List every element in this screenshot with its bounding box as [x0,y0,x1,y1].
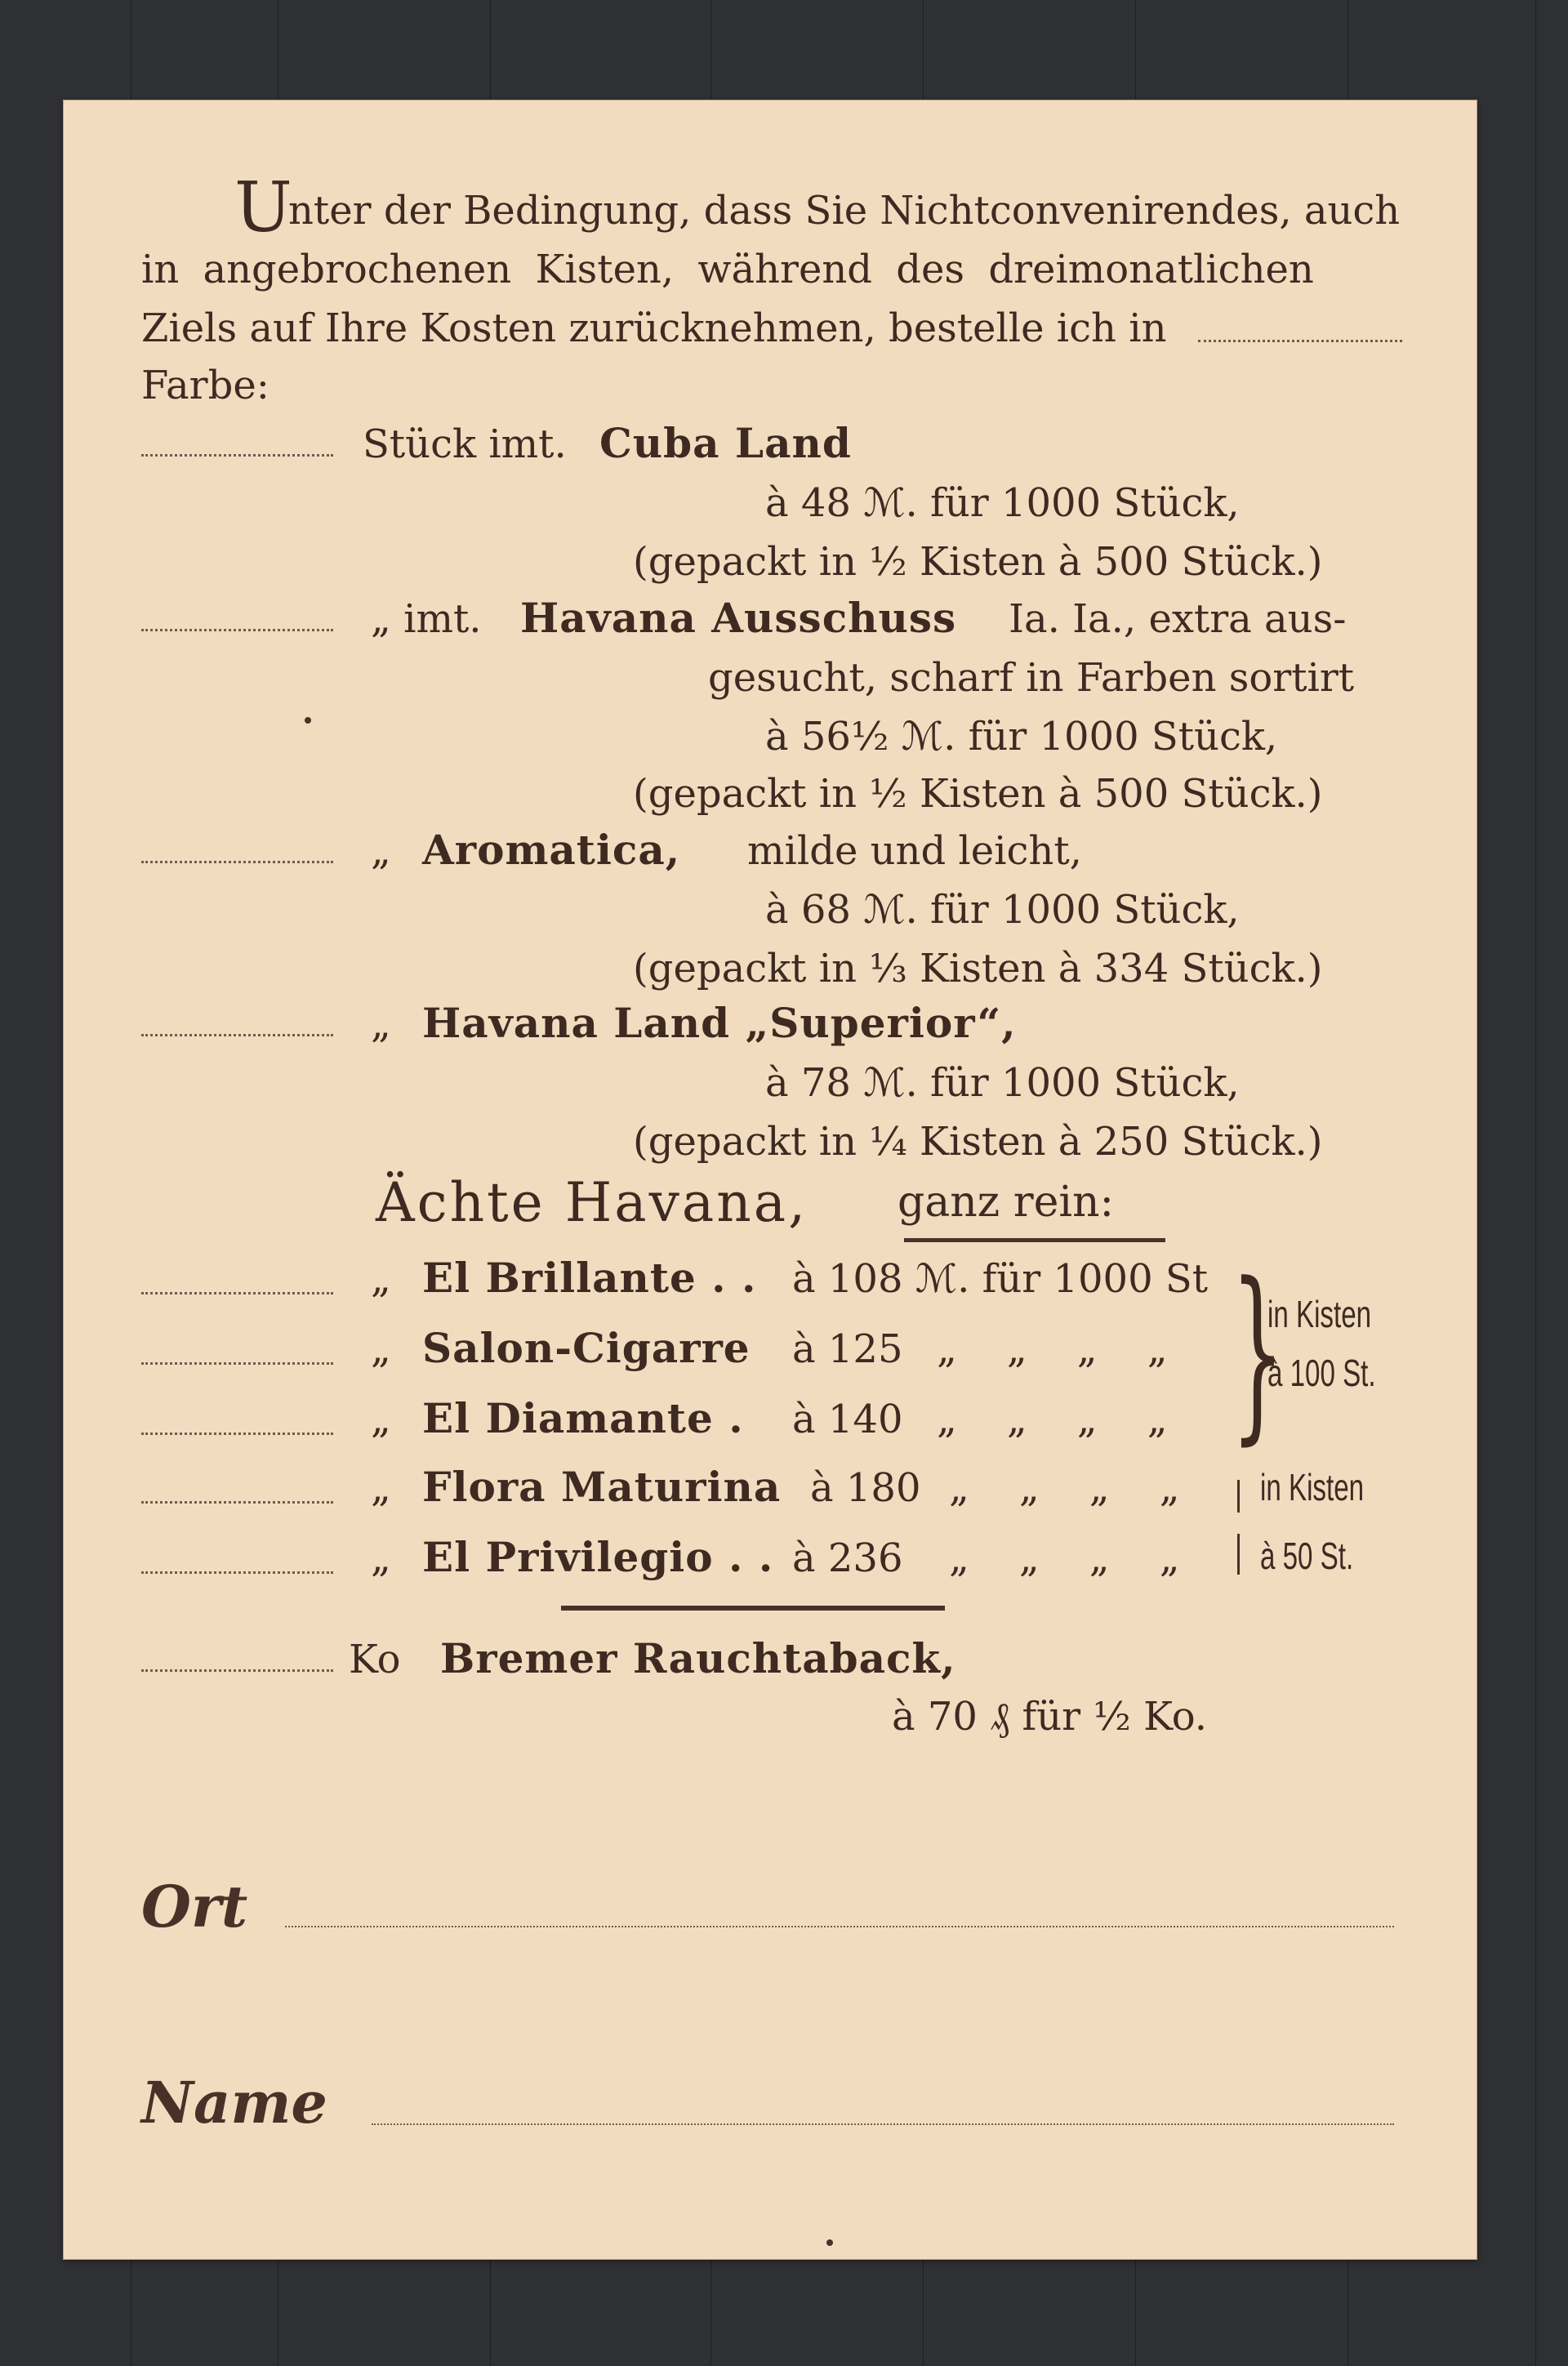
tobacco-unit: Ko [349,1637,401,1682]
group-1-line-2: à 100 St. [1267,1352,1376,1394]
item-2-pack: (gepackt in ½ Kisten à 500 Stück.) [633,771,1323,817]
havana-heading-suffix: ganz rein: [898,1178,1114,1227]
havana-row-5-prefix: „ [371,1535,391,1581]
order-card [63,100,1477,2260]
group-2-line-2: à 50 St. [1260,1535,1354,1577]
item-3-blank [141,861,333,863]
havana-row-4-ditto: „ „ „ „ [949,1465,1180,1511]
item-3-pack: (gepackt in ⅓ Kisten à 334 Stück.) [633,946,1323,991]
group-2-bar-1 [1237,1480,1240,1513]
havana-row-5-blank [141,1571,333,1574]
item-1-price: à 48 ℳ. für 1000 Stück, [765,480,1240,526]
stray-mark [305,717,311,724]
item-3-name: Aromatica, [422,826,681,874]
item-2-blank [141,629,333,631]
havana-row-2-blank [141,1362,333,1365]
havana-row-1-prefix: „ [371,1256,391,1302]
item-1-pack: (gepackt in ½ Kisten à 500 Stück.) [633,539,1323,585]
intro-line-1: nter der Bedingung, dass Sie Nichtconvenirendes, auch [288,188,1401,234]
bottom-mark [826,2239,833,2246]
intro-line-2: in angebrochenen Kisten, während des dreimonatlichen [141,247,1314,292]
havana-row-5-ditto: „ „ „ „ [949,1535,1180,1581]
havana-row-1-name: El Brillante . . [422,1254,757,1302]
name-label: Name [141,2069,327,2137]
name-field[interactable] [372,2123,1394,2125]
tobacco-blank [141,1669,333,1672]
havana-row-2-name: Salon-Cigarre [422,1324,751,1372]
group-1-line-1: in Kisten [1267,1293,1372,1335]
havana-row-4-price: à 180 [810,1465,921,1511]
item-2-name: Havana Ausschuss [520,594,957,642]
intro-line-3: Ziels auf Ihre Kosten zurücknehmen, bestelle ich in [141,305,1167,351]
havana-row-3-price: à 140 [792,1397,903,1442]
havana-row-5-price: à 236 [792,1535,903,1581]
havana-row-4-blank [141,1501,333,1504]
item-4-price: à 78 ℳ. für 1000 Stück, [765,1060,1240,1106]
item-3-desc-1: milde und leicht, [747,828,1082,874]
item-3-prefix: „ [371,828,391,874]
havana-row-2-price: à 125 [792,1326,903,1372]
tobacco-price: à 70 ₰ für ½ Ko. [892,1694,1208,1740]
havana-row-3-blank [141,1433,333,1435]
item-4-name: Havana Land „Superior“, [422,999,1017,1047]
intro-initial: U [234,167,292,247]
item-4-pack: (gepackt in ¼ Kisten à 250 Stück.) [633,1119,1323,1165]
intro-line-4: Farbe: [141,363,270,408]
heading-underline [904,1238,1165,1242]
item-2-price: à 56½ ℳ. für 1000 Stück, [765,714,1278,760]
ort-label: Ort [141,1873,248,1940]
item-3-price: à 68 ℳ. für 1000 Stück, [765,887,1240,933]
item-2-desc-1: Ia. Ia., extra aus- [1009,596,1347,642]
item-1-name: Cuba Land [599,419,852,467]
havana-row-3-prefix: „ [371,1397,391,1442]
section-rule [561,1606,945,1611]
brace-group-1: } [1231,1244,1285,1462]
havana-row-4-prefix: „ [371,1465,391,1511]
group-2-bar-2 [1237,1534,1240,1575]
havana-row-5-name: El Privilegio . . [422,1533,774,1581]
ort-field[interactable] [285,1926,1394,1927]
havana-row-1-blank [141,1292,333,1294]
item-1-prefix: Stück imt. [363,421,567,467]
havana-row-2-prefix: „ [371,1326,391,1372]
item-2-desc-2: gesucht, scharf in Farben sortirt [708,655,1355,701]
item-4-prefix: „ [371,1001,391,1047]
havana-row-2-ditto: „ „ „ „ [937,1326,1168,1372]
item-2-prefix: „ imt. [371,596,482,642]
item-1-blank [141,454,333,457]
havana-row-3-ditto: „ „ „ „ [937,1397,1168,1442]
havana-row-3-name: El Diamante . [422,1394,744,1442]
havana-row-1-price: à 108 ℳ. für 1000 St [792,1256,1209,1302]
item-4-blank [141,1034,333,1036]
tobacco-name: Bremer Rauchtaback, [440,1634,956,1682]
havana-row-4-name: Flora Maturina [422,1463,782,1511]
havana-heading: Ächte Havana, [376,1171,808,1234]
group-2-line-1: in Kisten [1260,1466,1365,1508]
quantity-blank [1198,340,1402,342]
